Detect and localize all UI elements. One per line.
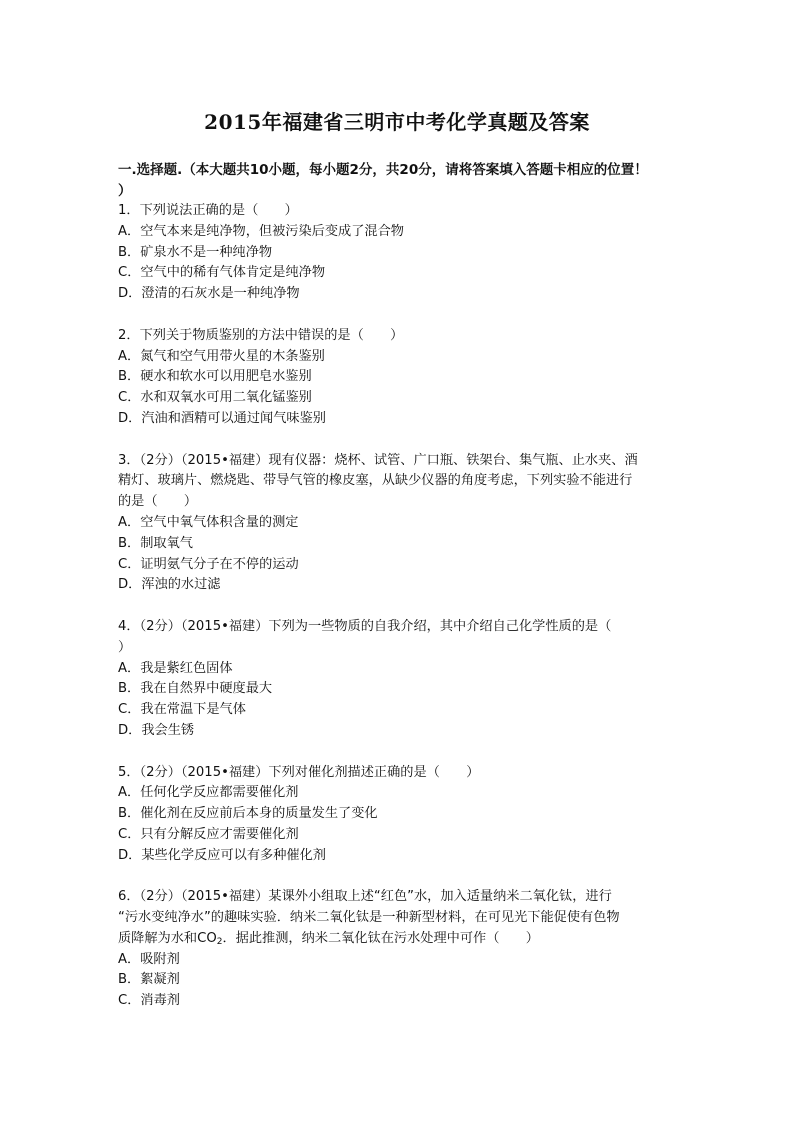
- section-heading: [118, 160, 698, 202]
- question-stem: 精灯、玻璃片、燃烧匙、带导气管的橡皮塞，从缺少仪器的角度考虑，下列实验不能进行: [118, 473, 633, 489]
- option-a: A．氮气和空气用带火星的木条鉴别: [118, 348, 325, 364]
- subscript: 2: [216, 936, 223, 947]
- option-a: A．吸附剂: [118, 951, 180, 967]
- section-heading-line: 一.选择题.（本大题共10小题，每小题2分，共20分，请将答案填入答题卡相应的位置！: [118, 162, 648, 178]
- option-d: D．澄清的石灰水是一种纯净物: [118, 286, 300, 302]
- option-b: B．硬水和软水可以用肥皂水鉴别: [118, 369, 312, 385]
- option-d: D．某些化学反应可以有多种催化剂: [118, 847, 326, 863]
- option-d: D．浑浊的水过滤: [118, 577, 221, 593]
- option-b: B．矿泉水不是一种纯净物: [118, 244, 273, 260]
- question-stem: 6．（2分）（2015•福建）某课外小组取上述“红色”水，加入适量纳米二氧化钛，进行: [118, 889, 612, 905]
- stem-text: ．据此推测，纳米二氧化钛在污水处理中可作（ ）: [222, 930, 539, 946]
- option-b: B．催化剂在反应前后本身的质量发生了变化: [118, 806, 378, 822]
- question-4: [118, 617, 688, 742]
- option-b: B．制取氧气: [118, 535, 193, 551]
- question-1: [118, 201, 688, 305]
- option-d: D．汽油和酒精可以通过闻气味鉴别: [118, 410, 326, 426]
- question-stem: 2．下列关于物质鉴别的方法中错误的是（ ）: [118, 327, 404, 343]
- option-d: D．我会生锈: [118, 722, 195, 738]
- page-title: 2015年福建省三明市中考化学真题及答案: [204, 110, 590, 134]
- option-a: A．空气本来是纯净物，但被污染后变成了混合物: [118, 223, 404, 239]
- question-6: [118, 887, 688, 1012]
- question-stem: 3．（2分）（2015•福建）现有仪器：烧杯、试管、广口瓶、铁架台、集气瓶、止水夹、酒: [118, 452, 638, 468]
- option-a: A．我是紫红色固体: [118, 660, 233, 676]
- option-c: C．我在常温下是气体: [118, 702, 246, 718]
- option-a: A．任何化学反应都需要催化剂: [118, 785, 299, 801]
- option-c: C．水和双氧水可用二氧化锰鉴别: [118, 390, 312, 406]
- option-c: C．空气中的稀有气体肯定是纯净物: [118, 265, 326, 281]
- stem-text: 质降解为水和CO: [118, 930, 217, 946]
- question-2: [118, 326, 688, 430]
- question-3: [118, 451, 688, 597]
- question-stem: ）: [118, 639, 132, 655]
- question-5: [118, 763, 688, 867]
- question-stem: 的是（ ）: [118, 494, 198, 510]
- question-stem: 1．下列说法正确的是（ ）: [118, 203, 298, 218]
- option-c: C．只有分解反应才需要催化剂: [118, 826, 299, 842]
- option-c: C．消毒剂: [118, 993, 180, 1009]
- section-heading-line: ）: [118, 183, 132, 199]
- questions: [118, 201, 688, 1033]
- option-a: A．空气中氧气体积含量的测定: [118, 514, 299, 530]
- question-stem: 4．（2分）（2015•福建）下列为一些物质的自我介绍，其中介绍自己化学性质的是（: [118, 618, 612, 634]
- question-stem: 5．（2分）（2015•福建）下列对催化剂描述正确的是（ ）: [118, 764, 480, 780]
- option-b: B．絮凝剂: [118, 972, 180, 988]
- question-stem: “污水变纯净水”的趣味实验．纳米二氧化钛是一种新型材料，在可见光下能促使有色物: [118, 910, 620, 926]
- question-stem: [118, 929, 688, 950]
- option-c: C．证明氨气分子在不停的运动: [118, 556, 299, 572]
- option-b: B．我在自然界中硬度最大: [118, 681, 273, 697]
